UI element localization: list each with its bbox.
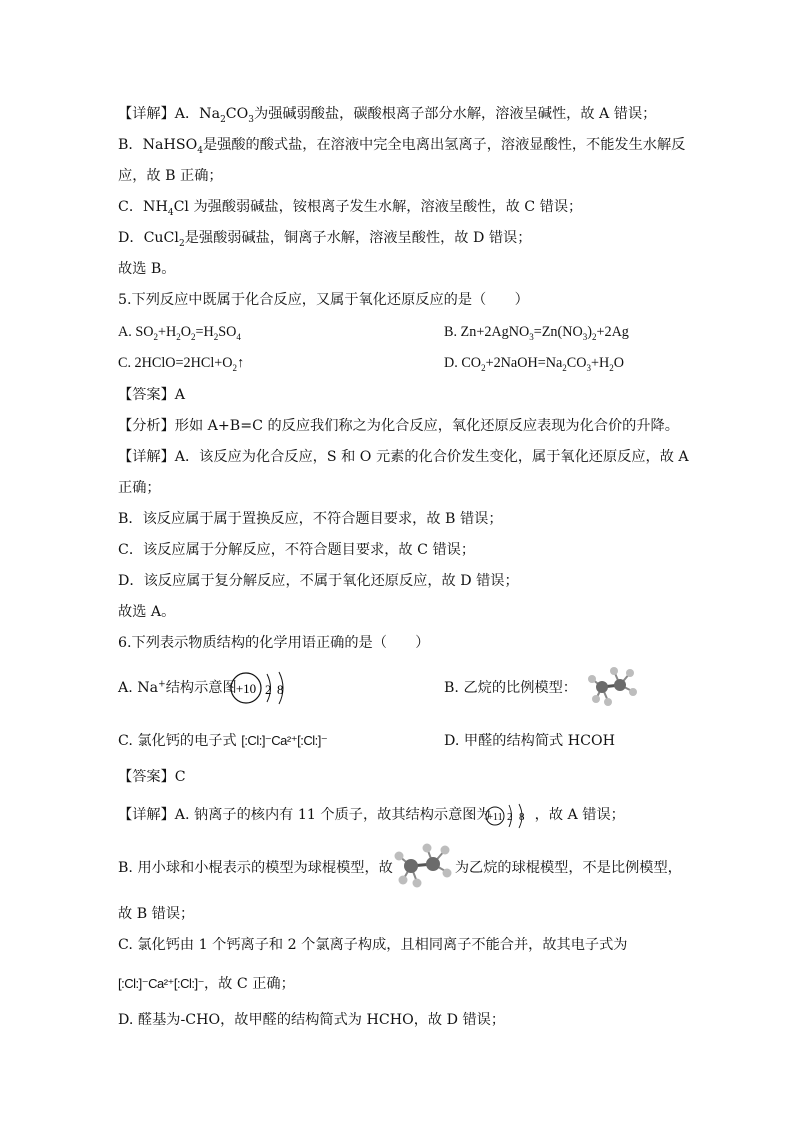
detail-line-c: [118, 197, 582, 219]
analysis-5: 【分析】形如 A+B=C 的反应我们称之为化合反应，氧化还原反应表现为化合价的升降。: [118, 418, 679, 434]
shell-electrons: 8: [519, 811, 525, 823]
text: B．NaHSO: [118, 137, 198, 153]
answer-6: 【答案】C: [118, 769, 186, 785]
shell-electrons: 2: [265, 682, 272, 697]
text: 是强酸弱碱盐，铜离子水解，溶液呈酸性，故 D 错误；: [184, 230, 532, 246]
sodium-ion-structure-diagram-small: [484, 801, 530, 831]
subscript: 3: [248, 114, 255, 125]
superscript: +: [158, 679, 166, 690]
text: B. 用小球和小棍表示的模型为球棍模型，故: [118, 860, 393, 876]
text: +H: [157, 324, 177, 340]
subscript: 2: [481, 362, 486, 373]
text: C．NH: [118, 199, 168, 215]
text: B. Zn+2AgNO: [444, 324, 530, 340]
text: =Zn(NO: [533, 324, 583, 340]
subscript: 2: [213, 331, 219, 342]
text: C. 2HClO=2HCl+O: [118, 355, 233, 371]
subscript: 2: [609, 362, 614, 373]
q5-option-d: [444, 353, 624, 373]
question-6: 6.下列表示物质结构的化学用语正确的是（ ）: [118, 635, 430, 651]
detail-5-b: B．该反应属于属于置换反应，不符合题目要求，故 B 错误；: [118, 511, 503, 527]
detail-5-a: 【详解】A．该反应为化合反应，S 和 O 元素的化合价发生变化，属于氧化还原反应，故 A: [118, 449, 689, 465]
text: 【详解】A. 钠离子的核内有 11 个质子，故其结构示意图为: [118, 807, 491, 823]
text: SO: [218, 324, 237, 340]
detail-line-b2: 应，故 B 正确；: [118, 168, 223, 184]
subscript: 4: [197, 145, 203, 156]
detail-6-c2: [118, 974, 295, 996]
subscript: 4: [236, 331, 241, 342]
text: O: [613, 355, 624, 371]
subscript: 2: [178, 238, 185, 249]
text: 为乙烷的球棍模型，不是比例模型，: [454, 860, 682, 876]
text: +2NaOH=Na: [485, 355, 563, 371]
text: A. SO: [118, 324, 154, 340]
text: CO: [225, 106, 249, 122]
detail-6-d: D. 醛基为-CHO，故甲醛的结构简式为 HCHO，故 D 错误；: [118, 1012, 506, 1028]
nucleus-label: +10: [235, 681, 257, 696]
text: D．CuCl: [118, 230, 179, 246]
answer-5: 【答案】A: [118, 387, 185, 403]
subscript: 2: [153, 331, 158, 342]
detail-line-b: [118, 135, 685, 157]
text: 【详解】A．Na: [118, 106, 221, 122]
subscript: 3: [586, 362, 591, 373]
text: D. CO: [444, 355, 482, 371]
subscript: 2: [190, 331, 196, 342]
subscript: 4: [167, 207, 174, 218]
subscript: 2: [591, 331, 597, 342]
calcium-chloride-electron-formula: [:Cl:]⁻Ca²⁺[:Cl:]⁻: [118, 976, 204, 991]
shell-electrons: 2: [507, 811, 513, 823]
nucleus-label: +11: [487, 812, 503, 823]
text: 是强酸的酸式盐，在溶液中完全电离出氢离子，溶液显酸性，不能发生水解反: [202, 137, 686, 153]
text: 结构示意图: [165, 680, 237, 696]
detail-5-a2: 正确；: [118, 480, 161, 496]
q6-option-b: B. 乙烷的比例模型：: [444, 680, 577, 696]
detail-5-d: D．该反应属于复分解反应，不属于氧化还原反应，故 D 错误；: [118, 573, 519, 589]
conclusion-5: 故选 A。: [118, 604, 176, 620]
question-5: 5.下列反应中既属于化合反应，又属于氧化还原反应的是（ ）: [118, 292, 529, 308]
detail-6-c: C. 氯化钙由 1 个钙离子和 2 个氯离子构成，且相同离子不能合并，故其电子式为: [118, 937, 628, 953]
subscript: 2: [232, 362, 238, 373]
subscript: 3: [529, 331, 534, 342]
detail-6-b2: 故 B 错误；: [118, 906, 195, 922]
text: ，故 C 正确；: [203, 976, 295, 992]
subscript: 3: [582, 331, 588, 342]
detail-line-a: [118, 104, 656, 126]
text: 为强碱弱酸盐，碳酸根离子部分水解，溶液呈碱性，故 A 错误；: [254, 106, 657, 122]
q6-option-d: D. 甲醛的结构简式 HCOH: [444, 733, 615, 749]
conclusion-line: 故选 B。: [118, 261, 176, 277]
subscript: 2: [562, 362, 567, 373]
text: +H: [590, 355, 610, 371]
text: ): [587, 324, 592, 340]
detail-line-d: [118, 228, 531, 250]
subscript: 2: [176, 331, 181, 342]
sodium-ion-structure-diagram: [229, 668, 301, 708]
detail-5-c: C．该反应属于分解反应，不符合题目要求，故 C 错误；: [118, 542, 476, 558]
shell-electrons: 8: [277, 682, 284, 697]
q5-option-c: [118, 353, 244, 375]
calcium-chloride-electron-formula: [:Cl:]⁻Ca²⁺[:Cl:]⁻: [241, 733, 328, 748]
q6-option-a: [118, 678, 237, 700]
subscript: 2: [220, 114, 226, 125]
ethane-model-image: [586, 665, 638, 709]
text: =H: [195, 324, 214, 340]
text: +2Ag: [596, 324, 629, 340]
q5-option-b: [444, 322, 629, 342]
q6-option-c: [118, 731, 327, 753]
text: Cl 为强酸弱碱盐，铵根离子发生水解，溶液呈酸性，故 C 错误；: [173, 199, 583, 215]
text: ↑: [237, 355, 245, 371]
detail-6-a: [118, 805, 625, 827]
text: CO: [566, 355, 587, 371]
ethane-ball-stick-model-image: [393, 840, 453, 890]
q5-option-a: [118, 322, 241, 344]
text: A. Na: [118, 680, 159, 696]
text: O: [180, 324, 191, 340]
text: ，故 A 错误；: [534, 807, 625, 823]
text: C. 氯化钙的电子式: [118, 733, 242, 749]
